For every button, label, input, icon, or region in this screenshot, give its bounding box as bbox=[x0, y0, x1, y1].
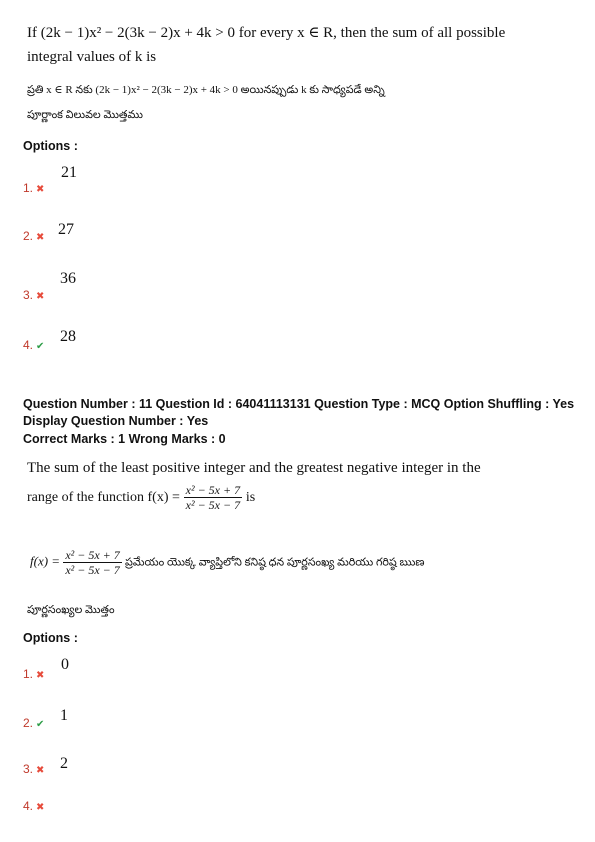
question-1-telugu-line1: ప్రతి x ∈ R నకు (2k − 1)x² − 2(3k − 2)x + 4k > 0 అయినప్పుడు k కు సాధ్యపడే అన్ని bbox=[27, 84, 385, 96]
option-1-value: 0 bbox=[61, 656, 69, 673]
question-meta-line3: Correct Marks : 1 Wrong Marks : 0 bbox=[23, 432, 226, 446]
cross-icon: ✖ bbox=[36, 802, 45, 813]
options-label-2: Options : bbox=[23, 631, 78, 645]
range-prefix: range of the function f(x) = bbox=[27, 489, 180, 505]
fraction-numerator: x² − 5x + 7 bbox=[185, 483, 241, 497]
question-2-text-line1: The sum of the least positive integer and the greatest negative integer in the bbox=[27, 460, 481, 476]
question-1-text-line1: If (2k − 1)x² − 2(3k − 2)x + 4k > 0 for every x ∈ R, then the sum of all possible bbox=[27, 25, 506, 41]
question-meta-line2: Display Question Number : Yes bbox=[23, 414, 209, 428]
option-3-label bbox=[23, 288, 44, 302]
check-icon: ✔ bbox=[36, 719, 45, 730]
option-1-number: 1. bbox=[23, 667, 34, 681]
option-4-value: 28 bbox=[60, 328, 76, 345]
telugu-text: ప్రమేయం యొక్క వ్యాప్తిలోని కనిష్ఠ ధన పూర్ణసంఖ్య మరియు గరిష్ఠ ఋణ bbox=[125, 556, 425, 569]
option-1-label bbox=[23, 667, 44, 681]
option-3-label bbox=[23, 762, 44, 776]
option-3-value: 36 bbox=[60, 270, 76, 287]
option-4-label bbox=[23, 799, 44, 813]
option-3-number: 3. bbox=[23, 762, 34, 776]
telugu-fx: f(x) = bbox=[30, 553, 61, 569]
option-2-label bbox=[23, 716, 44, 730]
question-1-text-line2: integral values of k is bbox=[27, 49, 157, 65]
question-2-telugu-line1 bbox=[30, 548, 424, 577]
option-2-number: 2. bbox=[23, 716, 34, 730]
fraction-denominator: x² − 5x − 7 bbox=[185, 498, 241, 512]
cross-icon: ✖ bbox=[36, 184, 45, 195]
option-3-value: 2 bbox=[60, 755, 68, 772]
cross-icon: ✖ bbox=[36, 765, 45, 776]
cross-icon: ✖ bbox=[36, 232, 45, 243]
question-2-telugu-line2: పూర్ణసంఖ్యల మొత్తం bbox=[27, 604, 115, 616]
option-3-number: 3. bbox=[23, 288, 34, 302]
option-4-label bbox=[23, 338, 44, 352]
option-1-label bbox=[23, 181, 44, 195]
check-icon: ✔ bbox=[36, 341, 45, 352]
option-1-value: 21 bbox=[61, 164, 77, 181]
telugu-fraction-denominator: x² − 5x − 7 bbox=[65, 563, 120, 577]
option-2-number: 2. bbox=[23, 229, 34, 243]
option-2-value: 27 bbox=[58, 221, 74, 238]
cross-icon: ✖ bbox=[36, 291, 45, 302]
option-2-label bbox=[23, 229, 44, 243]
option-4-number: 4. bbox=[23, 799, 34, 813]
cross-icon: ✖ bbox=[36, 670, 45, 681]
function-fraction bbox=[184, 483, 242, 512]
question-2-range-line bbox=[27, 483, 255, 512]
range-suffix: is bbox=[245, 489, 256, 505]
option-2-value: 1 bbox=[60, 707, 68, 724]
telugu-function-fraction bbox=[63, 548, 121, 577]
question-meta-line1: Question Number : 11 Question Id : 64041113131 Question Type : MCQ Option Shuffling : Yes bbox=[23, 397, 575, 411]
option-1-number: 1. bbox=[23, 181, 34, 195]
options-label-1: Options : bbox=[23, 139, 78, 153]
question-1-telugu-line2: పూర్ణాంక విలువల మొత్తము bbox=[27, 109, 143, 121]
telugu-fraction-numerator: x² − 5x + 7 bbox=[65, 548, 120, 562]
option-4-number: 4. bbox=[23, 338, 34, 352]
